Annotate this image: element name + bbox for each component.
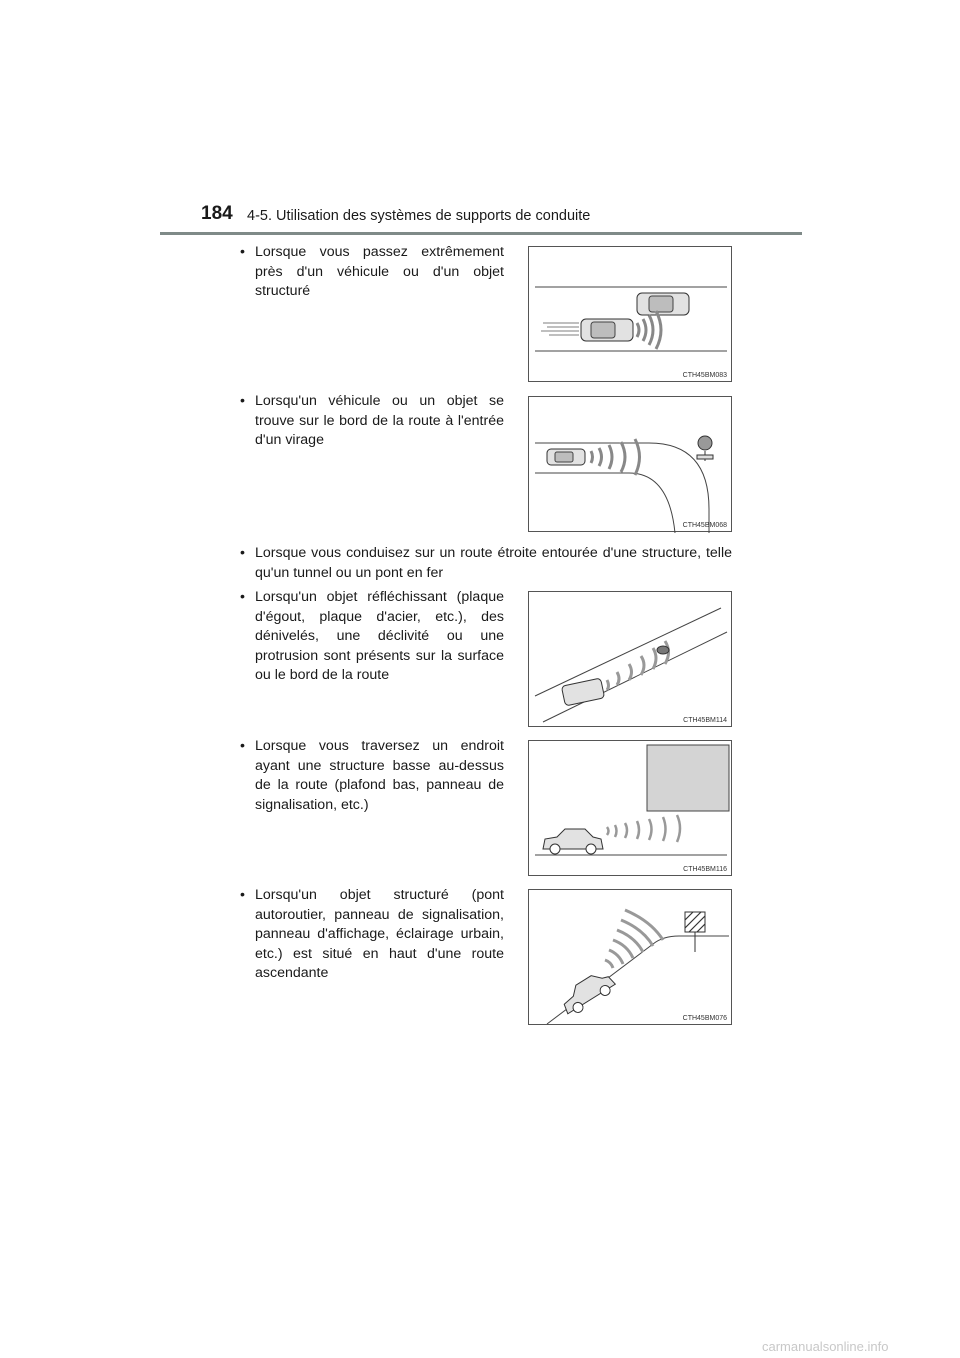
item-text: Lorsqu'un objet structuré (pont autoroutier, panneau de signalisation, panneau d'affichage, éclairage urbain, etc.) est situé en haut d'une route ascendante [255,887,504,981]
figure-uphill-structure-drawing [529,890,733,1026]
item-text: Lorsqu'un objet réfléchissant (plaque d'égout, plaque d'acier, etc.), des dénivelés, une déclivité ou une protrusion sont présents sur la surface ou le bord de la route [255,589,504,683]
figure-reflective-object [528,591,732,727]
bullet: • [240,738,245,754]
figure-code: CTH45BM076 [682,1015,727,1022]
figure-curve-entrance-drawing [529,397,733,533]
figure-close-vehicle [528,246,732,382]
header-divider [160,232,802,235]
list-item [240,737,504,815]
figure-low-structure [528,740,732,876]
figure-code: CTH45BM068 [682,522,727,529]
figure-close-vehicle-drawing [529,247,733,383]
figure-reflective-object-drawing [529,592,733,728]
watermark: carmanualsonline.info [762,1339,889,1354]
figure-curve-entrance [528,396,732,532]
list-item [240,544,732,583]
list-item [240,243,504,302]
section-title: 4-5. Utilisation des systèmes de supports de conduite [247,208,591,224]
figure-code: CTH45BM083 [682,372,727,379]
figure-code: CTH45BM116 [683,866,727,873]
figure-code: CTH45BM114 [683,717,727,724]
item-text: Lorsque vous passez extrêmement près d'un véhicule ou d'un objet structuré [255,244,504,299]
figure-low-structure-drawing [529,741,733,877]
list-item [240,886,504,984]
bullet: • [240,545,245,561]
figure-uphill-structure [528,889,732,1025]
bullet: • [240,887,245,903]
list-item [240,392,504,451]
bullet: • [240,393,245,409]
bullet: • [240,589,245,605]
item-text: Lorsque vous traversez un endroit ayant une structure basse au-dessus de la route (plafond bas, panneau de signalisation, etc.) [255,738,504,813]
item-text: Lorsqu'un véhicule ou un objet se trouve sur le bord de la route à l'entrée d'un virage [255,393,504,448]
item-text: Lorsque vous conduisez sur un route étroite entourée d'une structure, telle qu'un tunnel ou un pont en fer [255,545,732,581]
list-item [240,588,504,686]
bullet: • [240,244,245,260]
page-number: 184 [201,203,233,224]
